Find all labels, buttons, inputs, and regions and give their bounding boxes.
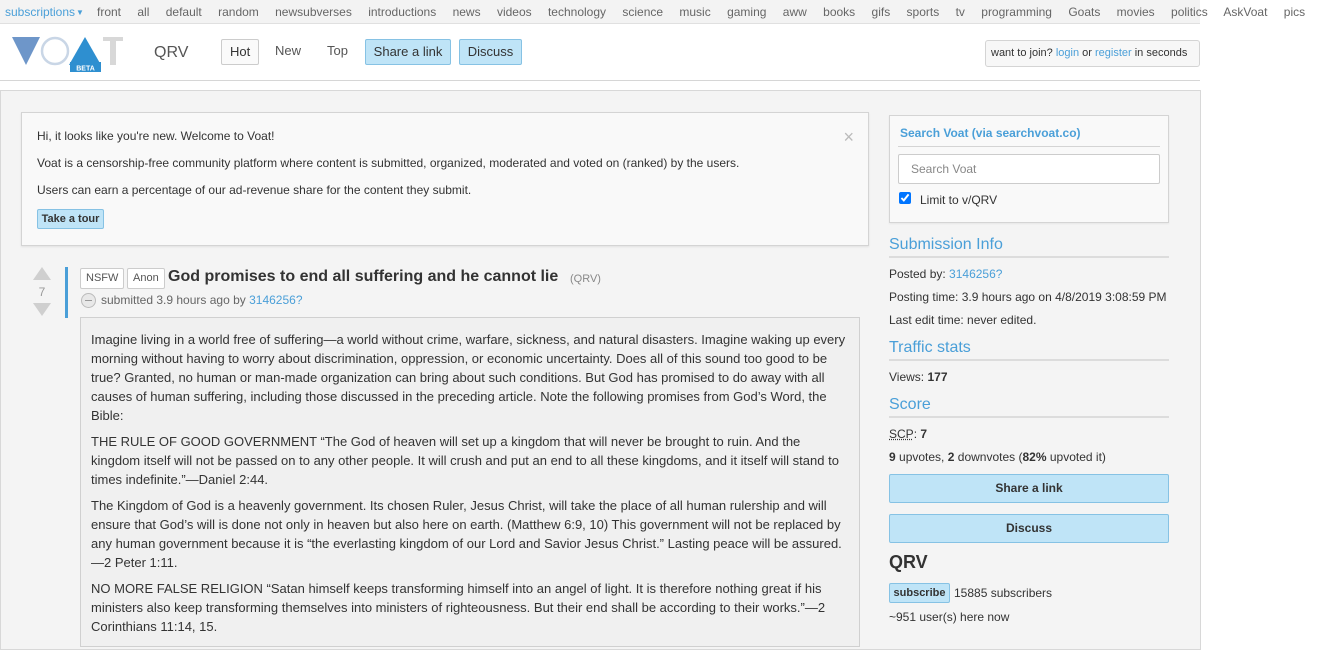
welcome-line: Hi, it looks like you're new. Welcome to Voat! — [37, 129, 275, 143]
posting-time: Posting time: 3.9 hours ago on 4/8/2019 3:08:59 PM — [889, 290, 1167, 304]
category-link[interactable]: introductions — [368, 5, 437, 19]
downvote-arrow-icon[interactable] — [33, 303, 51, 316]
category-link[interactable]: programming — [981, 5, 1052, 19]
category-link[interactable]: pics — [1283, 5, 1306, 19]
category-link[interactable]: Goats — [1068, 5, 1101, 19]
category-link[interactable]: music — [679, 5, 711, 19]
sidebar-share-link-button[interactable]: Share a link — [889, 474, 1169, 503]
score-heading: Score — [889, 396, 931, 413]
join-or: or — [1082, 47, 1092, 59]
welcome-panel — [21, 112, 869, 246]
subscriptions-dropdown[interactable] — [5, 5, 84, 19]
category-link[interactable]: movies — [1116, 5, 1155, 19]
site-header — [0, 25, 1200, 81]
submission-info-heading: Submission Info — [889, 236, 1003, 253]
category-link[interactable]: news — [452, 5, 481, 19]
tab-new[interactable]: New — [275, 43, 302, 58]
search-panel — [889, 115, 1169, 223]
subverse-name[interactable]: QRV — [154, 44, 189, 61]
downvote-count: 2 — [947, 450, 955, 464]
subscriptions-label: subscriptions — [5, 5, 76, 19]
close-icon[interactable]: × — [843, 127, 854, 147]
join-box — [985, 40, 1200, 67]
upvote-percent: 82% — [1022, 450, 1047, 464]
posted-by — [889, 267, 1002, 281]
upvote-count: 9 — [889, 450, 896, 464]
category-link[interactable]: politics — [1171, 5, 1208, 19]
subscriber-count: 15885 subscribers — [954, 586, 1053, 600]
logo-beta-badge: BETA — [76, 65, 95, 73]
category-link[interactable]: AskVoat — [1223, 5, 1268, 19]
post-body — [80, 317, 860, 647]
category-link[interactable]: books — [823, 5, 856, 19]
post-title[interactable]: God promises to end all suffering and he cannot lie — [168, 268, 559, 285]
limit-checkbox[interactable] — [899, 192, 911, 204]
upvote-arrow-icon[interactable] — [33, 267, 51, 280]
vote-stats — [889, 450, 1106, 464]
subverse-title: QRV — [889, 552, 928, 572]
category-link[interactable]: newsubverses — [275, 5, 352, 19]
post-paragraph: NO MORE FALSE RELIGION “Satan himself keeps transforming himself into an angel of light. It is therefore nothing great if his ministers also keep transforming themselves into ministers of righteousness. But their end shall be according to their works.”—2 Corinthians 11:14, 15. — [91, 581, 826, 634]
category-link[interactable]: sports — [906, 5, 940, 19]
posted-by-label: Posted by: — [889, 267, 946, 281]
scp-stat: SCP: 7 — [889, 427, 928, 441]
post-accent-bar — [65, 267, 68, 318]
sidebar-discuss-button[interactable]: Discuss — [889, 514, 1169, 543]
category-link[interactable]: tv — [955, 5, 965, 19]
scp-value: 7 — [920, 427, 928, 441]
tab-top[interactable]: Top — [327, 43, 348, 58]
tab-hot[interactable]: Hot — [221, 39, 259, 65]
welcome-line: Users can earn a percentage of our ad-revenue share for the content they submit. — [37, 183, 472, 197]
chevron-down-icon: ▼ — [76, 8, 84, 17]
subverse-topbar — [0, 0, 1306, 24]
post-paragraph: THE RULE OF GOOD GOVERNMENT “The God of heaven will set up a kingdom that will never be brought to ruin. And the kingdom itself will not be passed on to any other people. It will crush and put an end to all these kingdoms, and it itself will stand to times indefinite.”—Daniel 2:44. — [91, 434, 839, 487]
register-link[interactable]: register — [1094, 47, 1132, 59]
traffic-stats-heading: Traffic stats — [889, 339, 971, 356]
category-link[interactable]: all — [137, 5, 150, 19]
post-score: 7 — [38, 285, 46, 299]
search-input[interactable] — [898, 154, 1160, 184]
category-link[interactable]: aww — [782, 5, 807, 19]
category-link[interactable]: videos — [496, 5, 532, 19]
category-link[interactable]: gaming — [727, 5, 767, 19]
voat-logo[interactable] — [11, 35, 124, 77]
limit-label: Limit to v/QRV — [920, 193, 998, 207]
upvotes-label: upvotes, — [899, 450, 945, 464]
last-edit-time: Last edit time: never edited. — [889, 313, 1037, 327]
category-link[interactable]: technology — [547, 5, 607, 19]
views-count: 177 — [927, 370, 948, 384]
subscribe-button[interactable]: subscribe — [889, 583, 950, 603]
views-stat — [889, 370, 948, 384]
posted-by-user-link[interactable]: 3146256? — [949, 267, 1003, 281]
submitted-line — [101, 293, 303, 307]
welcome-line: Voat is a censorship-free community platform where content is submitted, organized, moderated and voted on (ranked) by the users. — [37, 156, 740, 170]
submitted-text: submitted 3.9 hours ago by — [101, 293, 246, 307]
views-label: Views: — [889, 370, 925, 384]
divider — [889, 256, 1169, 258]
author-link[interactable]: 3146256? — [249, 293, 303, 307]
divider — [889, 359, 1169, 361]
nsfw-badge: NSFW — [80, 268, 124, 289]
category-link[interactable]: gifs — [871, 5, 891, 19]
category-links — [97, 5, 1318, 19]
post-paragraph: The Kingdom of God is a heavenly government. Its chosen Ruler, Jesus Christ, will take the place of all human rulership and will ensure that God’s will is done not only in heaven but also here on earth. (Matthew 6:9, 10) This government will not be replaced by any human government because it is “the everlasting kingdom of our Lord and Savior Jesus Christ.” Lasting peace will be assured.—2 Peter 1:11. — [91, 498, 842, 570]
users-online: ~951 user(s) here now — [889, 610, 1010, 624]
scp-label: SCP — [889, 427, 914, 441]
downvotes-label: downvotes ( — [957, 450, 1023, 464]
search-title[interactable]: Search Voat (via searchvoat.co) — [900, 126, 1081, 140]
join-prefix: want to join? — [991, 47, 1053, 59]
percent-label: upvoted it) — [1049, 450, 1106, 464]
collapse-toggle-icon[interactable] — [81, 293, 96, 308]
discuss-button[interactable]: Discuss — [459, 39, 522, 65]
divider — [898, 146, 1160, 147]
category-link[interactable]: front — [97, 5, 122, 19]
post-domain: (QRV) — [570, 273, 601, 285]
take-tour-button[interactable]: Take a tour — [37, 209, 104, 229]
category-link[interactable]: random — [218, 5, 259, 19]
post-paragraph: Imagine living in a world free of suffering—a world without crime, warfare, sickness, and natural disasters. Imagine waking up every morning without having to worry about discrimination, oppression, or economic uncertainty. Does all of this sound too good to be true? Granted, no human or man-made organization can bring about such conditions. But God has promised to do away with all causes of human suffering, including those discussed in the preceding article. Note the following promises from God’s Word, the Bible: — [91, 332, 846, 423]
join-suffix: in seconds — [1134, 47, 1188, 59]
category-link[interactable]: default — [165, 5, 202, 19]
category-link[interactable]: science — [622, 5, 664, 19]
share-link-button[interactable]: Share a link — [365, 39, 451, 65]
divider — [889, 416, 1169, 418]
login-link[interactable]: login — [1055, 47, 1080, 59]
anon-badge: Anon — [127, 268, 165, 289]
